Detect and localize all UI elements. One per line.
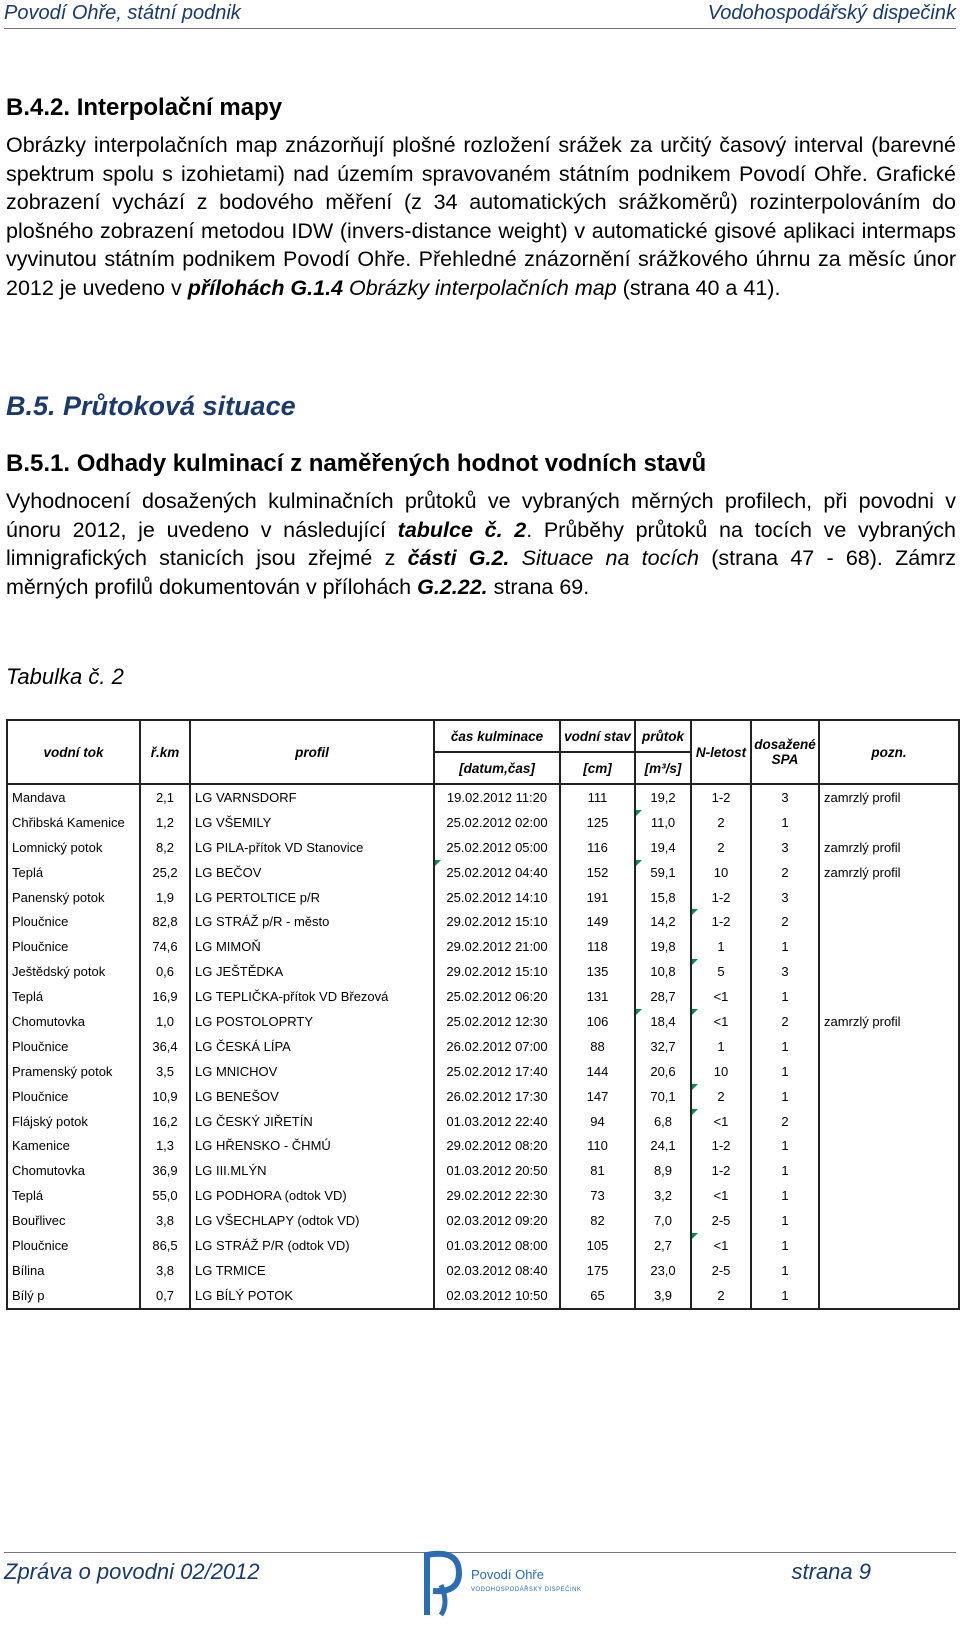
table-cell: LG STRÁŽ P/R (odtok VD) <box>190 1233 434 1258</box>
table-cell: LG PILA-přítok VD Stanovice <box>190 835 434 860</box>
table-cell: 1 <box>751 934 819 959</box>
table-cell: Lomnický potok <box>7 835 140 860</box>
table-cell: 8,2 <box>140 835 190 860</box>
table-cell: Ploučnice <box>7 1233 140 1258</box>
table-cell: 10,9 <box>140 1084 190 1109</box>
table-cell: 110 <box>560 1133 635 1158</box>
table-cell: 25.02.2012 06:20 <box>434 984 560 1009</box>
table-cell: 25.02.2012 05:00 <box>434 835 560 860</box>
table-cell: LG VARNSDORF <box>190 784 434 810</box>
table-cell: 131 <box>560 984 635 1009</box>
table-cell: 2,1 <box>140 784 190 810</box>
table-cell: Ploučnice <box>7 1084 140 1109</box>
table-cell: 02.03.2012 09:20 <box>434 1208 560 1233</box>
table-cell: 2 <box>691 835 751 860</box>
col-header-stav: vodní stav <box>560 720 635 752</box>
table-cell: 2 <box>751 909 819 934</box>
table-cell: Teplá <box>7 860 140 885</box>
table-caption: Tabulka č. 2 <box>6 664 124 689</box>
table-cell <box>819 909 959 934</box>
col-unit-cas: [datum,čas] <box>434 752 560 784</box>
table-cell: 2-5 <box>691 1258 751 1283</box>
povodi-ohre-logo <box>419 1545 619 1617</box>
col-header-rkm: ř.km <box>140 720 190 784</box>
table-cell: Chomutovka <box>7 1158 140 1183</box>
header-org: Povodí Ohře, státní podnik <box>4 2 241 24</box>
table-cell: 29.02.2012 21:00 <box>434 934 560 959</box>
table-row <box>7 835 959 860</box>
table-cell: 0,7 <box>140 1283 190 1309</box>
table-cell: 1-2 <box>691 1133 751 1158</box>
table-cell: 1-2 <box>691 1158 751 1183</box>
table-cell: 70,1 <box>635 1084 691 1109</box>
table-cell: 1 <box>751 1183 819 1208</box>
table-cell: zamrzlý profil <box>819 1009 959 1034</box>
table-cell: 7,0 <box>635 1208 691 1233</box>
table-cell: 02.03.2012 08:40 <box>434 1258 560 1283</box>
table-cell: 2 <box>751 1109 819 1134</box>
table-cell: 01.03.2012 20:50 <box>434 1158 560 1183</box>
table-cell: 88 <box>560 1034 635 1059</box>
table-cell: 29.02.2012 08:20 <box>434 1133 560 1158</box>
logo-name: Povodí Ohře <box>471 1567 544 1582</box>
table-cell: 1 <box>751 1133 819 1158</box>
table-cell: 3 <box>751 784 819 810</box>
table-cell: LG BEČOV <box>190 860 434 885</box>
table-cell: 94 <box>560 1109 635 1134</box>
table-cell: 29.02.2012 15:10 <box>434 909 560 934</box>
table-cell <box>819 1084 959 1109</box>
table-cell <box>819 934 959 959</box>
table-cell: 81 <box>560 1158 635 1183</box>
table-cell: 86,5 <box>140 1233 190 1258</box>
table-cell: 1 <box>751 1208 819 1233</box>
table-cell: 82 <box>560 1208 635 1233</box>
table-cell: 8,9 <box>635 1158 691 1183</box>
table-cell: 19,2 <box>635 784 691 810</box>
table-cell: <1 <box>691 1183 751 1208</box>
table-cell <box>819 1233 959 1258</box>
table-cell: 36,9 <box>140 1158 190 1183</box>
table-cell: 19,8 <box>635 934 691 959</box>
table-cell: LG VŠEMILY <box>190 810 434 835</box>
table-row <box>7 1283 959 1309</box>
table-row <box>7 1258 959 1283</box>
heading-b51: B.5.1. Odhady kulminací z naměřených hodnot vodních stavů <box>6 450 707 477</box>
table-cell: 24,1 <box>635 1133 691 1158</box>
table-row <box>7 1158 959 1183</box>
table-cell: 1 <box>751 1233 819 1258</box>
table-cell: 1 <box>751 1084 819 1109</box>
table-cell: 2-5 <box>691 1208 751 1233</box>
table-cell: 16,9 <box>140 984 190 1009</box>
table-cell: 1,0 <box>140 1009 190 1034</box>
table-row <box>7 934 959 959</box>
table-cell: Ploučnice <box>7 1034 140 1059</box>
table-cell: 19.02.2012 11:20 <box>434 784 560 810</box>
table-cell: 1,2 <box>140 810 190 835</box>
table-cell: LG III.MLÝN <box>190 1158 434 1183</box>
table-cell: 1 <box>751 810 819 835</box>
table-cell: 1 <box>751 984 819 1009</box>
table-row <box>7 1183 959 1208</box>
table-cell: 29.02.2012 15:10 <box>434 959 560 984</box>
table-cell: 3,8 <box>140 1258 190 1283</box>
table-cell: 1 <box>751 1158 819 1183</box>
table-cell: 5 <box>691 959 751 984</box>
table-cell: 28,7 <box>635 984 691 1009</box>
table-cell: Ploučnice <box>7 934 140 959</box>
table-cell: 149 <box>560 909 635 934</box>
table-cell <box>819 959 959 984</box>
table-row <box>7 1109 959 1134</box>
table-cell: LG TRMICE <box>190 1258 434 1283</box>
table-cell: 111 <box>560 784 635 810</box>
table-cell: 144 <box>560 1059 635 1084</box>
table-cell: 2 <box>691 810 751 835</box>
table-cell: 32,7 <box>635 1034 691 1059</box>
table-cell: 25.02.2012 02:00 <box>434 810 560 835</box>
table-cell <box>819 1158 959 1183</box>
table-cell: 18,4 <box>635 1009 691 1034</box>
table-cell: 1-2 <box>691 885 751 910</box>
col-header-pozn: pozn. <box>819 720 959 784</box>
table-cell: 25.02.2012 14:10 <box>434 885 560 910</box>
table-cell: zamrzlý profil <box>819 784 959 810</box>
table-row <box>7 885 959 910</box>
col-header-cas: čas kulminace <box>434 720 560 752</box>
table-cell: 1 <box>691 934 751 959</box>
table-cell: 1 <box>751 1059 819 1084</box>
table-cell <box>819 810 959 835</box>
table-cell: LG PODHORA (odtok VD) <box>190 1183 434 1208</box>
table-row <box>7 810 959 835</box>
table-cell: 3 <box>751 885 819 910</box>
table-cell: 16,2 <box>140 1109 190 1134</box>
table-row <box>7 1034 959 1059</box>
table-cell: Chřibská Kamenice <box>7 810 140 835</box>
table-row <box>7 1208 959 1233</box>
header-dept: Vodohospodářský dispečink <box>707 2 956 24</box>
table-cell <box>819 984 959 1009</box>
table-cell: LG BÍLÝ POTOK <box>190 1283 434 1309</box>
table-cell: 10 <box>691 860 751 885</box>
table-cell: 29.02.2012 22:30 <box>434 1183 560 1208</box>
table-cell: 6,8 <box>635 1109 691 1134</box>
table-cell: 1 <box>751 1034 819 1059</box>
table-cell: 1-2 <box>691 909 751 934</box>
table-cell: 14,2 <box>635 909 691 934</box>
table-cell: 01.03.2012 08:00 <box>434 1233 560 1258</box>
logo-mark-icon <box>419 1545 479 1617</box>
table-cell: Bílina <box>7 1258 140 1283</box>
table-cell: 59,1 <box>635 860 691 885</box>
col-unit-stav: [cm] <box>560 752 635 784</box>
table-row <box>7 1084 959 1109</box>
table-cell: Teplá <box>7 1183 140 1208</box>
table-cell: 25.02.2012 12:30 <box>434 1009 560 1034</box>
table-cell: LG HŘENSKO - ČHMÚ <box>190 1133 434 1158</box>
table-cell <box>819 1059 959 1084</box>
table-cell <box>819 1283 959 1309</box>
table-cell: 152 <box>560 860 635 885</box>
table-cell: 74,6 <box>140 934 190 959</box>
table-cell: 01.03.2012 22:40 <box>434 1109 560 1134</box>
table-cell: 125 <box>560 810 635 835</box>
table-cell: 1 <box>751 1283 819 1309</box>
table-cell: 191 <box>560 885 635 910</box>
table-cell: 2 <box>751 860 819 885</box>
table-row <box>7 860 959 885</box>
table-cell: 19,4 <box>635 835 691 860</box>
table-row <box>7 984 959 1009</box>
table-cell: Bouřlivec <box>7 1208 140 1233</box>
table-cell: 23,0 <box>635 1258 691 1283</box>
table-cell: 26.02.2012 07:00 <box>434 1034 560 1059</box>
table-cell: 3 <box>751 959 819 984</box>
table-cell: 25.02.2012 04:40 <box>434 860 560 885</box>
table-row <box>7 1233 959 1258</box>
table-cell: 3,5 <box>140 1059 190 1084</box>
table-cell: 135 <box>560 959 635 984</box>
table-cell: 1 <box>751 1258 819 1283</box>
table-cell: 3,2 <box>635 1183 691 1208</box>
table-cell: 0,6 <box>140 959 190 984</box>
table-cell: <1 <box>691 1109 751 1134</box>
table-cell: Bílý p <box>7 1283 140 1309</box>
col-header-prutok: průtok <box>635 720 691 752</box>
table-cell: Teplá <box>7 984 140 1009</box>
table-cell: zamrzlý profil <box>819 860 959 885</box>
table-cell: 116 <box>560 835 635 860</box>
table-cell: Kamenice <box>7 1133 140 1158</box>
table-cell: 65 <box>560 1283 635 1309</box>
paragraph-interpolation: Obrázky interpolačních map znázorňují plošné rozložení srážek za určitý časový interval (barevné spektrum spolu s izohietami) nad územím spravovaném státním podnikem Povodí Ohře. Grafické zobrazení vychází z bodového měření (z 34 automatických srážkoměrů) rozinterpolováním do plošného zobrazení metodou IDW (invers-distance weight) v automatické gisové aplikaci intermaps vyvinutou státním podnikem Povodí Ohře. Přehledné znázornění srážkového úhrnu za měsíc únor 2012 je uvedeno v přílohách G.1.4 Obrázky interpolačních map (strana 40 a 41). <box>6 133 956 300</box>
table-row <box>7 1009 959 1034</box>
table-cell: 3,8 <box>140 1208 190 1233</box>
table-cell: Ploučnice <box>7 909 140 934</box>
table-cell: LG PERTOLTICE p/R <box>190 885 434 910</box>
table-cell: Flájský potok <box>7 1109 140 1134</box>
table-cell: Mandava <box>7 784 140 810</box>
page-header <box>4 0 956 29</box>
table-cell: LG POSTOLOPRTY <box>190 1009 434 1034</box>
col-header-profil: profil <box>190 720 434 784</box>
table-cell: 10,8 <box>635 959 691 984</box>
table-cell: 3 <box>751 835 819 860</box>
table-cell: 175 <box>560 1258 635 1283</box>
table-row <box>7 909 959 934</box>
table-cell: <1 <box>691 1233 751 1258</box>
table-cell: 11,0 <box>635 810 691 835</box>
table-cell: 26.02.2012 17:30 <box>434 1084 560 1109</box>
table-cell: <1 <box>691 984 751 1009</box>
table-cell <box>819 1183 959 1208</box>
table-cell: 20,6 <box>635 1059 691 1084</box>
table-cell: LG MNICHOV <box>190 1059 434 1084</box>
table-cell: 10 <box>691 1059 751 1084</box>
table-cell <box>819 1034 959 1059</box>
heading-b42: B.4.2. Interpolační mapy <box>6 94 283 121</box>
table-cell: 1-2 <box>691 784 751 810</box>
footer-report-title: Zpráva o povodni 02/2012 <box>4 1559 260 1584</box>
col-header-tok: vodní tok <box>7 720 140 784</box>
table-cell: 1,3 <box>140 1133 190 1158</box>
table-cell: 02.03.2012 10:50 <box>434 1283 560 1309</box>
table-cell: LG ČESKÁ LÍPA <box>190 1034 434 1059</box>
table-cell: 2 <box>691 1283 751 1309</box>
table-cell: 2 <box>751 1009 819 1034</box>
table-cell <box>819 1258 959 1283</box>
table-cell: LG BENEŠOV <box>190 1084 434 1109</box>
table-cell: 36,4 <box>140 1034 190 1059</box>
table-cell: 1,9 <box>140 885 190 910</box>
table-cell: 73 <box>560 1183 635 1208</box>
table-cell: Panenský potok <box>7 885 140 910</box>
table-cell: 147 <box>560 1084 635 1109</box>
table-cell: 82,8 <box>140 909 190 934</box>
table-cell: 25.02.2012 17:40 <box>434 1059 560 1084</box>
table-cell: Chomutovka <box>7 1009 140 1034</box>
table-cell: 2 <box>691 1084 751 1109</box>
table-cell <box>819 885 959 910</box>
table-cell <box>819 1208 959 1233</box>
paragraph-kulminace: Vyhodnocení dosažených kulminačních průtoků ve vybraných měrných profilech, při povodni v únoru 2012, je uvedeno v následující tabulce č. 2. Průběhy průtoků na tocích ve vybraných limnigrafických stanicích jsou zřejmé z části G.2. Situace na tocích (strana 47 - 68). Zámrz měrných profilů dokumentován v přílohách G.2.22. strana 69. <box>6 489 957 599</box>
table-cell: LG ČESKÝ JIŘETÍN <box>190 1109 434 1134</box>
table-cell: 55,0 <box>140 1183 190 1208</box>
table-cell: LG JEŠTĚDKA <box>190 959 434 984</box>
table-row <box>7 1059 959 1084</box>
table-cell: Pramenský potok <box>7 1059 140 1084</box>
table-row <box>7 784 959 810</box>
heading-b5: B.5. Průtoková situace <box>6 391 296 421</box>
table-cell <box>819 1109 959 1134</box>
kulminace-table <box>6 719 960 1310</box>
table-cell: 2,7 <box>635 1233 691 1258</box>
table-cell: 1 <box>691 1034 751 1059</box>
table-cell: 3,9 <box>635 1283 691 1309</box>
table-cell: <1 <box>691 1009 751 1034</box>
page-footer <box>4 1552 956 1627</box>
col-header-spa: dosažené SPA <box>751 720 819 784</box>
table-cell: LG STRÁŽ p/R - město <box>190 909 434 934</box>
col-header-nletost: N-letost <box>691 720 751 784</box>
page-number: strana 9 <box>791 1559 871 1584</box>
logo-subtitle: VODOHOSPODÁŘSKÝ DISPEČINK <box>471 1587 582 1593</box>
table-row <box>7 959 959 984</box>
table-cell: 15,8 <box>635 885 691 910</box>
table-row <box>7 1133 959 1158</box>
table-cell: Ještědský potok <box>7 959 140 984</box>
table-cell: LG MIMOŇ <box>190 934 434 959</box>
col-unit-prutok: [m³/s] <box>635 752 691 784</box>
table-cell: LG VŠECHLAPY (odtok VD) <box>190 1208 434 1233</box>
table-cell: 105 <box>560 1233 635 1258</box>
table-cell: LG TEPLIČKA-přítok VD Březová <box>190 984 434 1009</box>
table-cell: 25,2 <box>140 860 190 885</box>
table-cell: 118 <box>560 934 635 959</box>
table-cell: zamrzlý profil <box>819 835 959 860</box>
table-cell: 106 <box>560 1009 635 1034</box>
table-cell <box>819 1133 959 1158</box>
